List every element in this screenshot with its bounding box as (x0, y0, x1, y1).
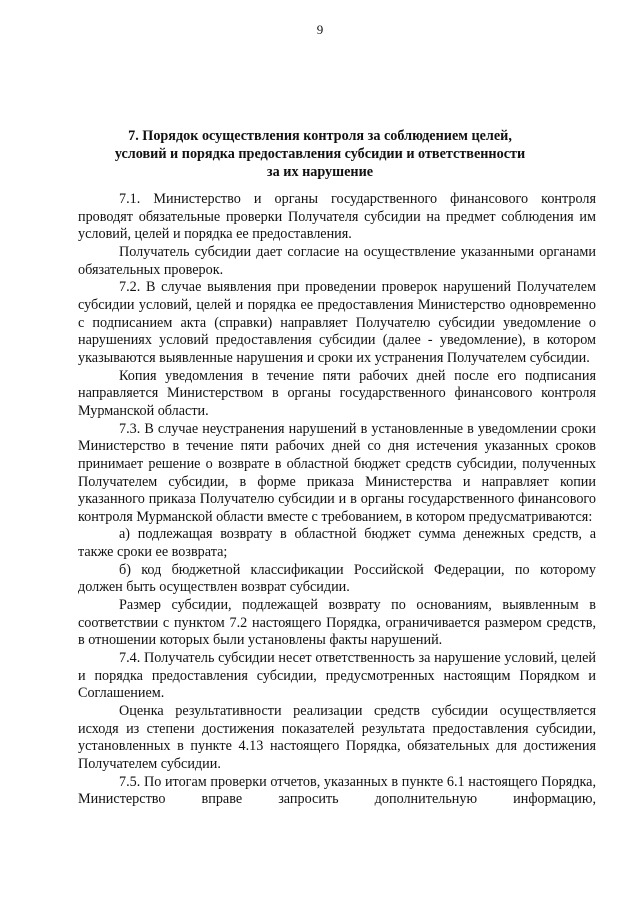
section-heading (100, 127, 540, 181)
paragraph-7-4: 7.4. Получатель субсидии несет ответственность за нарушение условий, целей и порядка предоставления субсидии, предусмотренных настоящим Порядком и Соглашением. (78, 650, 596, 702)
section-heading-line: за их нарушение (266, 164, 374, 180)
page-number: 9 (316, 22, 324, 37)
paragraph-7-1: 7.1. Министерство и органы государственного финансового контроля проводят обязательные проверки Получателя субсидии на предмет соблюдения им условий, целей и порядка ее предоставления. (78, 191, 596, 243)
section-heading-line: условий и порядка предоставления субсидии и ответственности (114, 146, 526, 162)
paragraph-7-5: 7.5. По итогам проверки отчетов, указанных в пункте 6.1 настоящего Порядка, Министерство вправе запросить дополнительную информацию, (78, 773, 596, 808)
paragraph-evaluation: Оценка результативности реализации средств субсидии осуществляется исходя из степени достижения показателей результата предоставления субсидии, установленных в пункте 4.13 настоящего Порядка, обязательных для достижения Получателем субсидии. (78, 703, 596, 772)
section-body (78, 191, 596, 809)
paragraph-item-b: б) код бюджетной классификации Российской Федерации, по которому должен быть осуществлен возврат субсидии. (78, 561, 596, 596)
paragraph-item-a: а) подлежащая возврату в областной бюджет сумма денежных средств, а также сроки ее возврата; (78, 526, 596, 561)
paragraph-consent: Получатель субсидии дает согласие на осуществление указанными органами обязательных проверок. (78, 243, 596, 278)
paragraph-7-3: 7.3. В случае неустранения нарушений в установленные в уведомлении сроки Министерство в течение пяти рабочих дней со дня истечения указанных сроков принимает решение о возврате в областной бюджет средств субсидии, полученных Получателем субсидии, в форме приказа Министерства и направляет копии указанного приказа Получателю субсидии и в органы государственного финансового контроля Мурманской области вместе с требованием, в котором предусматриваются: (78, 420, 596, 525)
paragraph-7-2: 7.2. В случае выявления при проведении проверок нарушений Получателем субсидии условий, целей и порядка ее предоставления Министерство одновременно с подписанием акта (справки) направляет Получателю субсидии уведомление о нарушениях условий предоставления субсидии (далее - уведомление), в котором указываются выявленные нарушения и сроки их устранения Получателем субсидии. (78, 279, 596, 366)
paragraph-notice-copy: Копия уведомления в течение пяти рабочих дней после его подписания направляется Министерством в органы государственного финансового контроля Мурманской области. (78, 367, 596, 419)
paragraph-refund-size: Размер субсидии, подлежащей возврату по основаниям, выявленным в соответствии с пунктом 7.2 настоящего Порядка, ограничивается размером средств, в отношении которых были установлены факты нарушений. (78, 597, 596, 649)
section-heading-line: 7. Порядок осуществления контроля за соблюдением целей, (128, 128, 512, 144)
